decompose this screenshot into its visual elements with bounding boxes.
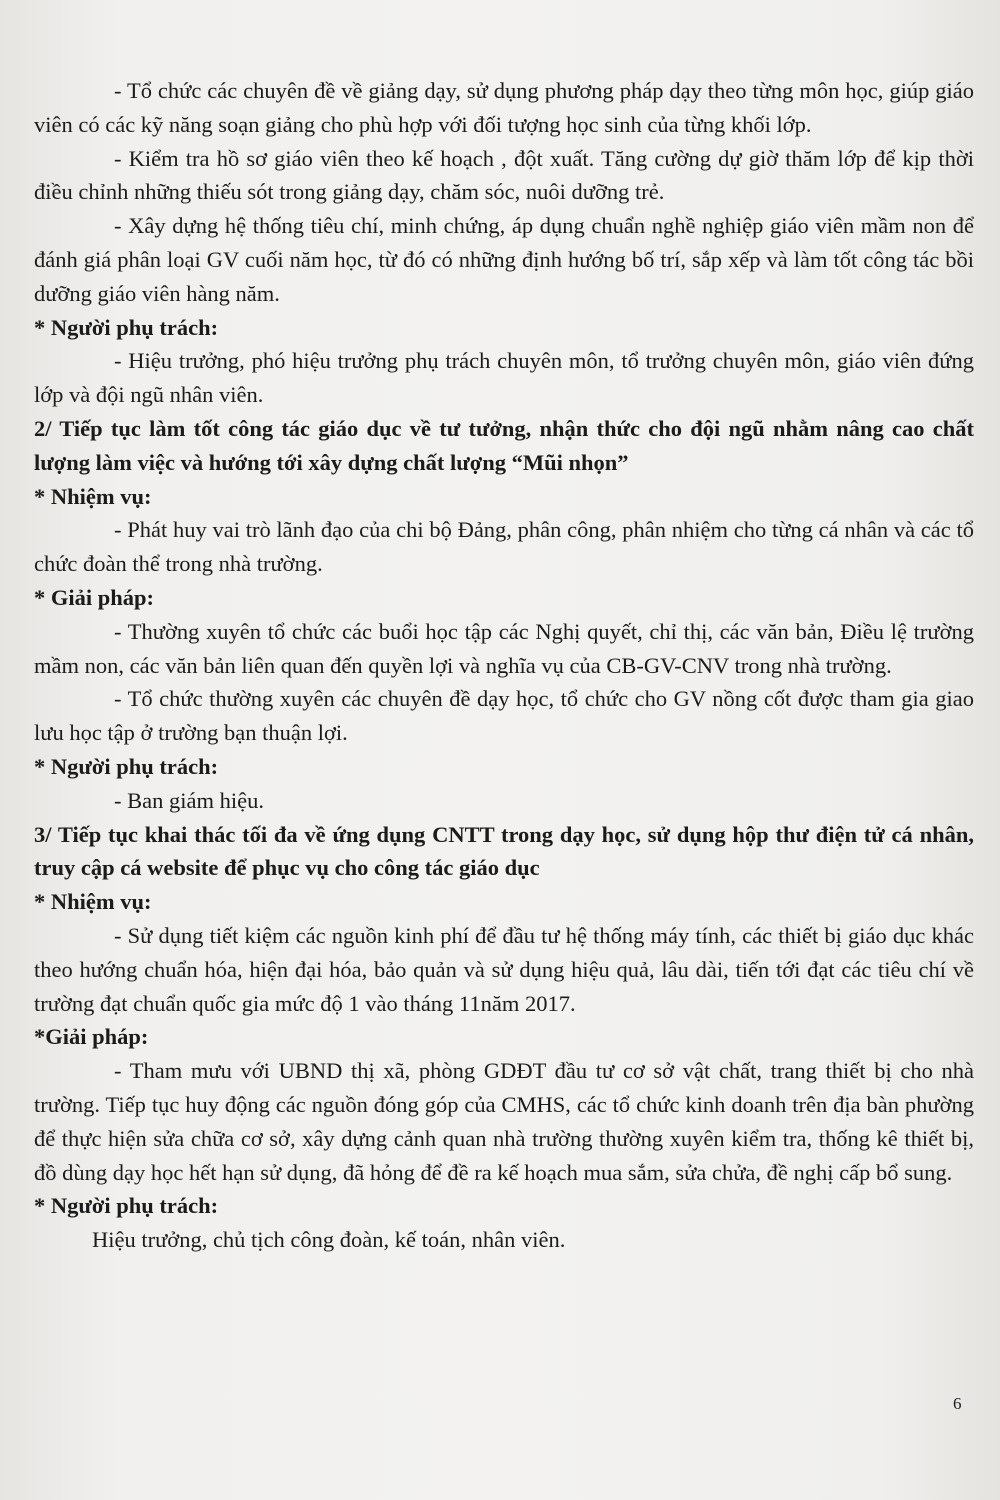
responsible-item: - Ban giám hiệu. (114, 787, 264, 813)
task-item-party-leadership: - Phát huy vai trò lãnh đạo của chi bộ Đảng, phân công, phân nhiệm cho từng cá nhân và các tổ chức đoàn thể trong nhà trường. (34, 517, 974, 577)
section-heading-3: 3/ Tiếp tục khai thác tối đa về ứng dụng CNTT trong dạy học, sử dụng hộp thư điện tử cá nhân, truy cập cá website để phục vụ cho công tác giáo dục (34, 821, 974, 881)
responsible-label: * Người phụ trách: (34, 753, 219, 779)
solution-item-facilities: - Tham mưu với UBND thị xã, phòng GDĐT đầu tư cơ sở vật chất, trang thiết bị cho nhà trường. Tiếp tục huy động các nguồn đóng góp của CMHS, các tổ chức kinh doanh trên địa bàn phường để thực hiện sửa chữa cơ sở, xây dựng cảnh quan nhà trường thường xuyên kiểm tra, thống kê thiết bị, đồ dùng dạy học hết hạn sử dụng, đã hỏng để đề ra kế hoạch mua sắm, sửa chửa, đề nghị cấp bổ sung. (34, 1058, 974, 1185)
section-heading-2: 2/ Tiếp tục làm tốt công tác giáo dục về tư tưởng, nhận thức cho đội ngũ nhằm nâng cao chất lượng làm việc và hướng tới xây dựng chất lượng “Mũi nhọn” (34, 415, 974, 475)
responsible-label: * Người phụ trách: (34, 1193, 219, 1219)
task-item-budget-investment: - Sử dụng tiết kiệm các nguồn kinh phí để đầu tư hệ thống máy tính, các thiết bị giáo dục khác theo hướng chuẩn hóa, hiện đại hóa, bảo quản và sử dụng hiệu quả, lâu dài, tiến tới đạt các tiêu chí về trường đạt chuẩn quốc gia mức độ 1 vào tháng 11năm 2017. (34, 922, 974, 1016)
task-item-teacher-records: - Kiểm tra hồ sơ giáo viên theo kế hoạch , đột xuất. Tăng cường dự giờ thăm lớp để kịp thời điều chỉnh những thiếu sót trong giảng dạy, chăm sóc, nuôi dưỡng trẻ. (34, 145, 974, 205)
responsible-item: - Hiệu trưởng, phó hiệu trưởng phụ trách chuyên môn, tổ trưởng chuyên môn, giáo viên đứng lớp và đội ngũ nhân viên. (34, 348, 974, 408)
responsible-label: * Người phụ trách: (34, 314, 219, 340)
task-item-thematic-teaching: - Tổ chức các chuyên đề về giảng dạy, sử dụng phương pháp dạy theo từng môn học, giúp giáo viên có các kỹ năng soạn giảng cho phù hợp với đối tượng học sinh của từng khối lớp. (34, 78, 974, 137)
solution-item-study-sessions: - Thường xuyên tổ chức các buổi học tập các Nghị quyết, chỉ thị, các văn bản, Điều lệ trường mầm non, các văn bản liên quan đến quyền lợi và nghĩa vụ của CB-GV-CNV trong nhà trường. (34, 618, 974, 678)
task-item-criteria-system: - Xây dựng hệ thống tiêu chí, minh chứng, áp dụng chuẩn nghề nghiệp giáo viên mầm non để đánh giá phân loại GV cuối năm học, từ đó có những định hướng bố trí, sắp xếp và làm tốt công tác bồi dưỡng giáo viên hàng năm. (34, 213, 974, 306)
responsible-item: Hiệu trưởng, chủ tịch công đoàn, kế toán, nhân viên. (92, 1227, 566, 1253)
page-number: 6 (953, 1394, 962, 1413)
task-label: * Nhiệm vụ: (34, 889, 152, 915)
solution-item-thematic-exchange: - Tổ chức thường xuyên các chuyên đề dạy học, tổ chức cho GV nồng cốt được tham gia giao lưu học tập ở trường bạn thuận lợi. (34, 686, 974, 746)
solution-label: * Giải pháp: (34, 584, 155, 610)
document-body (34, 74, 974, 1257)
task-label: * Nhiệm vụ: (34, 483, 152, 509)
solution-label: *Giải pháp: (34, 1024, 149, 1050)
